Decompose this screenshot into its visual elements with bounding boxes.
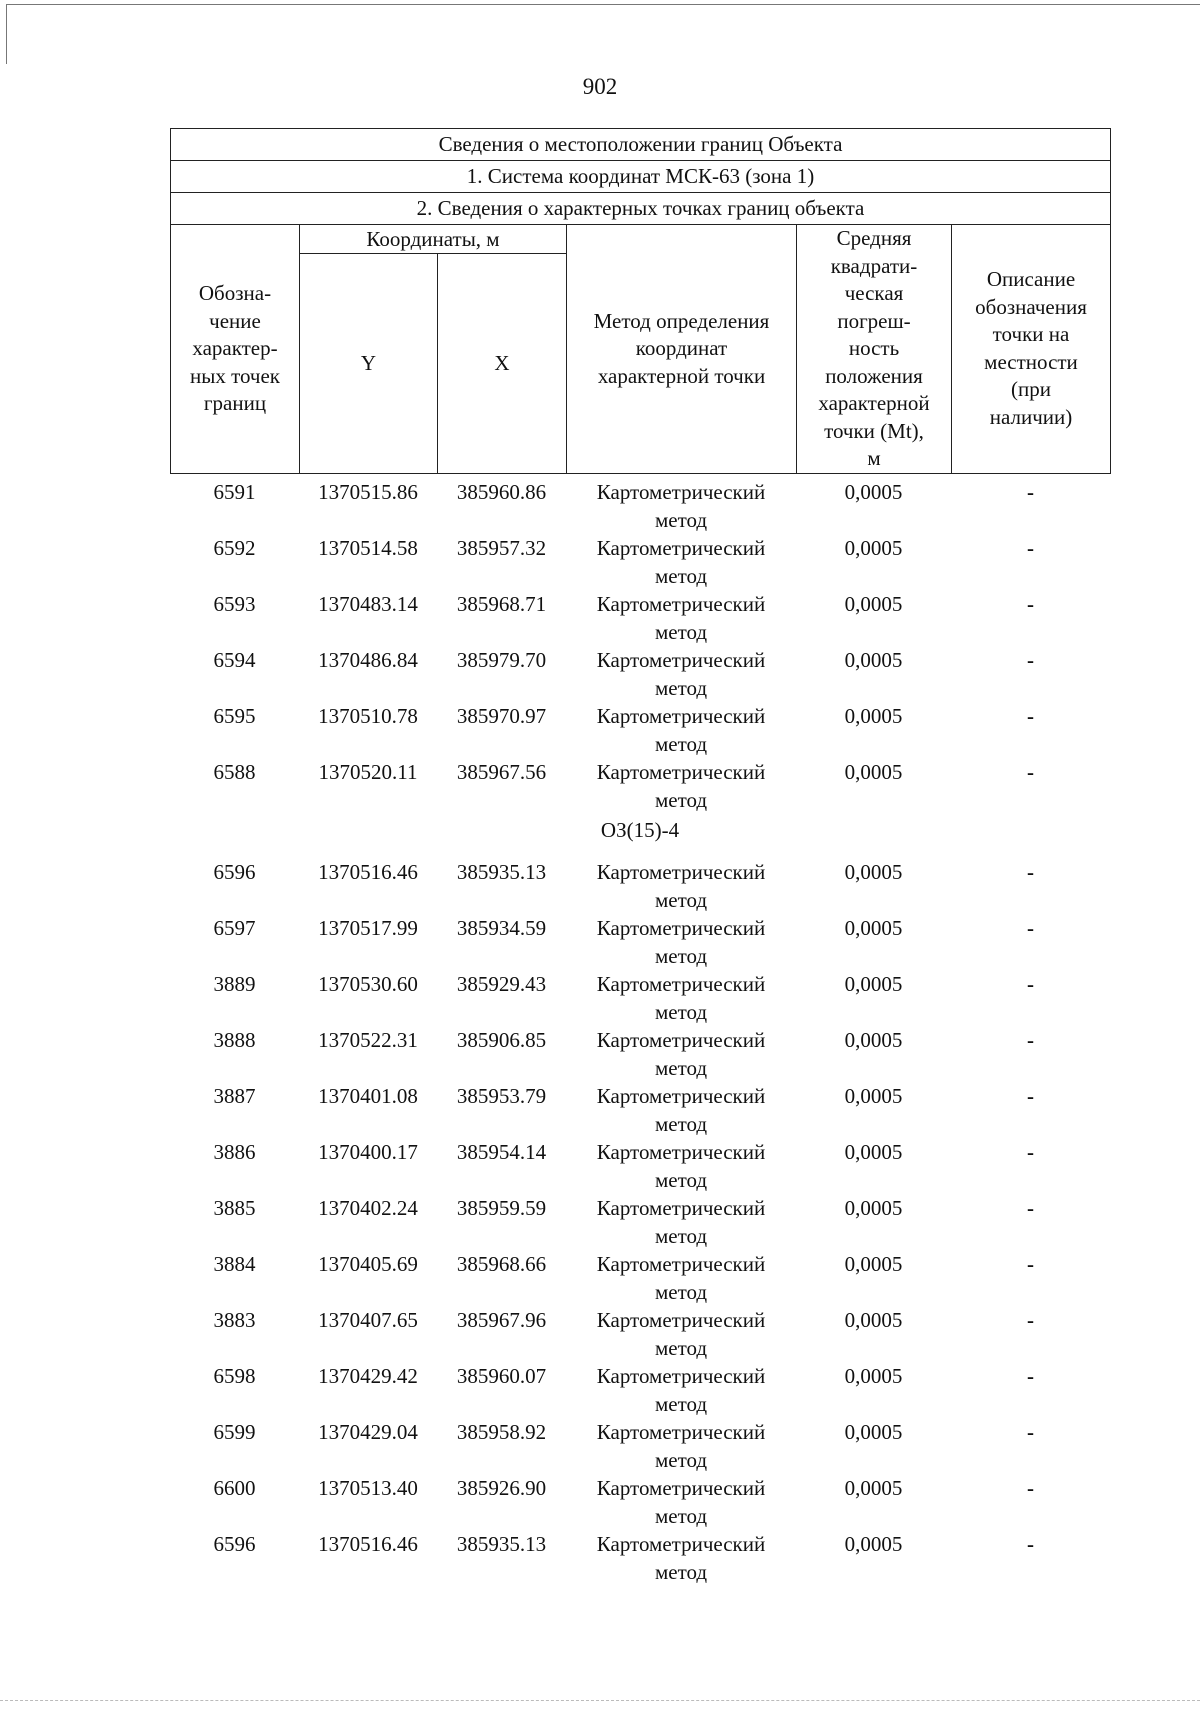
point-cell: 3889 (213, 972, 256, 996)
accuracy-cell: 0,0005 (844, 1252, 903, 1276)
table-row (170, 914, 1110, 970)
accuracy-cell: 0,0005 (844, 1140, 903, 1164)
description-cell: - (1027, 1140, 1034, 1164)
method-cell: Картометрический метод (596, 1140, 766, 1192)
col-header-method: Метод определения координат характерной точки (567, 225, 797, 474)
point-cell: 6598 (213, 1364, 256, 1388)
method-cell: Картометрический метод (596, 760, 766, 812)
method-cell: Картометрический метод (596, 916, 766, 968)
table-row (170, 1082, 1110, 1138)
col-header-description: Описание обозначения точки на местности (при наличии) (952, 225, 1111, 474)
x-coordinate-cell: 385960.07 (456, 1364, 547, 1388)
accuracy-cell: 0,0005 (844, 1196, 903, 1220)
accuracy-cell: 0,0005 (844, 1532, 903, 1556)
point-cell: 6600 (213, 1476, 256, 1500)
accuracy-cell: 0,0005 (844, 916, 903, 940)
page-number: 902 (582, 74, 618, 99)
accuracy-cell: 0,0005 (844, 760, 903, 784)
header-table (170, 128, 1111, 474)
y-coordinate-cell: 1370517.99 (318, 916, 418, 940)
point-cell: 6599 (213, 1420, 256, 1444)
scan-edge-bottom (0, 1700, 1200, 1701)
y-coordinate-cell: 1370515.86 (318, 480, 418, 504)
col-header-accuracy: Средняя квадрати- ческая погреш- ность положения характерной точки (Mt), м (797, 225, 952, 474)
description-cell: - (1027, 592, 1034, 616)
description-cell: - (1027, 1364, 1034, 1388)
x-coordinate-cell: 385960.86 (456, 480, 547, 504)
table-row (170, 1530, 1110, 1586)
y-coordinate-cell: 1370516.46 (318, 1532, 418, 1556)
table-row (170, 1250, 1110, 1306)
description-cell: - (1027, 972, 1034, 996)
x-coordinate-cell: 385968.66 (456, 1252, 547, 1276)
table-row (170, 758, 1110, 814)
y-coordinate-cell: 1370522.31 (318, 1028, 418, 1052)
point-cell: 6597 (213, 916, 256, 940)
point-cell: 3883 (213, 1308, 256, 1332)
method-cell: Картометрический метод (596, 536, 766, 588)
table-title: Сведения о местоположении границ Объекта (171, 129, 1111, 161)
y-coordinate-cell: 1370486.84 (318, 648, 418, 672)
x-coordinate-cell: 385967.96 (456, 1308, 547, 1332)
point-cell: 6596 (213, 860, 256, 884)
x-coordinate-cell: 385957.32 (456, 536, 547, 560)
col-header-x: X (438, 254, 567, 473)
description-cell: - (1027, 860, 1034, 884)
y-coordinate-cell: 1370514.58 (318, 536, 418, 560)
method-cell: Картометрический метод (596, 1476, 766, 1528)
x-coordinate-cell: 385979.70 (456, 648, 547, 672)
accuracy-cell: 0,0005 (844, 1028, 903, 1052)
x-coordinate-cell: 385953.79 (456, 1084, 547, 1108)
point-cell: 3887 (213, 1084, 256, 1108)
description-cell: - (1027, 480, 1034, 504)
point-cell: 6595 (213, 704, 256, 728)
x-coordinate-cell: 385926.90 (456, 1476, 547, 1500)
point-cell: 6588 (213, 760, 256, 784)
y-coordinate-cell: 1370520.11 (318, 760, 418, 784)
y-coordinate-cell: 1370405.69 (318, 1252, 418, 1276)
y-coordinate-cell: 1370530.60 (318, 972, 418, 996)
x-coordinate-cell: 385959.59 (456, 1196, 547, 1220)
coord-system-row (171, 161, 1111, 193)
column-header-row-1 (171, 225, 1111, 254)
table-row (170, 646, 1110, 702)
accuracy-cell: 0,0005 (844, 536, 903, 560)
table-row (170, 1306, 1110, 1362)
description-cell: - (1027, 1308, 1034, 1332)
x-coordinate-cell: 385906.85 (456, 1028, 547, 1052)
y-coordinate-cell: 1370400.17 (318, 1140, 418, 1164)
method-cell: Картометрический метод (596, 1252, 766, 1304)
x-coordinate-cell: 385954.14 (456, 1140, 547, 1164)
table-row (170, 702, 1110, 758)
method-cell: Картометрический метод (596, 1532, 766, 1584)
y-coordinate-cell: 1370407.65 (318, 1308, 418, 1332)
point-cell: 3884 (213, 1252, 256, 1276)
accuracy-cell: 0,0005 (844, 648, 903, 672)
point-cell: 6596 (213, 1532, 256, 1556)
accuracy-cell: 0,0005 (844, 1308, 903, 1332)
point-cell: 6592 (213, 536, 256, 560)
x-coordinate-cell: 385958.92 (456, 1420, 547, 1444)
accuracy-cell: 0,0005 (844, 480, 903, 504)
y-coordinate-cell: 1370483.14 (318, 592, 418, 616)
description-cell: - (1027, 1532, 1034, 1556)
col-header-coords: Координаты, м (300, 225, 567, 254)
section-title-row (171, 193, 1111, 225)
scan-edge-left (6, 4, 7, 64)
method-cell: Картометрический метод (596, 648, 766, 700)
method-cell: Картометрический метод (596, 1420, 766, 1472)
method-cell: Картометрический метод (596, 1084, 766, 1136)
method-cell: Картометрический метод (596, 1028, 766, 1080)
table-row (170, 858, 1110, 914)
y-coordinate-cell: 1370510.78 (318, 704, 418, 728)
method-cell: Картометрический метод (596, 704, 766, 756)
accuracy-cell: 0,0005 (844, 704, 903, 728)
points-group-2 (170, 858, 1110, 1586)
x-coordinate-cell: 385968.71 (456, 592, 547, 616)
table-row (170, 1026, 1110, 1082)
table-row (170, 1138, 1110, 1194)
scan-edge-top (6, 4, 1200, 5)
x-coordinate-cell: 385970.97 (456, 704, 547, 728)
point-cell: 6591 (213, 480, 256, 504)
table-row (170, 1362, 1110, 1418)
point-cell: 3886 (213, 1140, 256, 1164)
method-cell: Картометрический метод (596, 1364, 766, 1416)
y-coordinate-cell: 1370429.04 (318, 1420, 418, 1444)
y-coordinate-cell: 1370513.40 (318, 1476, 418, 1500)
table-row (170, 1418, 1110, 1474)
x-coordinate-cell: 385934.59 (456, 916, 547, 940)
point-cell: 6594 (213, 648, 256, 672)
section-label: ОЗ(15)-4 (600, 818, 680, 842)
description-cell: - (1027, 1420, 1034, 1444)
table-row (170, 534, 1110, 590)
method-cell: Картометрический метод (596, 860, 766, 912)
method-cell: Картометрический метод (596, 972, 766, 1024)
col-header-point: Обозна- чение характер- ных точек границ (171, 225, 300, 474)
y-coordinate-cell: 1370402.24 (318, 1196, 418, 1220)
table-row (170, 590, 1110, 646)
method-cell: Картометрический метод (596, 1196, 766, 1248)
accuracy-cell: 0,0005 (844, 972, 903, 996)
point-cell: 3888 (213, 1028, 256, 1052)
description-cell: - (1027, 916, 1034, 940)
col-header-y: Y (300, 254, 438, 473)
description-cell: - (1027, 1252, 1034, 1276)
title-row (171, 129, 1111, 161)
description-cell: - (1027, 648, 1034, 672)
table-row (170, 970, 1110, 1026)
accuracy-cell: 0,0005 (844, 860, 903, 884)
table-row (170, 1474, 1110, 1530)
accuracy-cell: 0,0005 (844, 1420, 903, 1444)
description-cell: - (1027, 1196, 1034, 1220)
method-cell: Картометрический метод (596, 1308, 766, 1360)
point-cell: 3885 (213, 1196, 256, 1220)
x-coordinate-cell: 385935.13 (456, 860, 547, 884)
accuracy-cell: 0,0005 (844, 1084, 903, 1108)
accuracy-cell: 0,0005 (844, 592, 903, 616)
accuracy-cell: 0,0005 (844, 1364, 903, 1388)
y-coordinate-cell: 1370401.08 (318, 1084, 418, 1108)
x-coordinate-cell: 385929.43 (456, 972, 547, 996)
description-cell: - (1027, 1084, 1034, 1108)
description-cell: - (1027, 760, 1034, 784)
description-cell: - (1027, 536, 1034, 560)
points-group-1 (170, 478, 1110, 814)
section-title: 2. Сведения о характерных точках границ объекта (171, 193, 1111, 225)
table-row (170, 478, 1110, 534)
x-coordinate-cell: 385967.56 (456, 760, 547, 784)
y-coordinate-cell: 1370516.46 (318, 860, 418, 884)
description-cell: - (1027, 1476, 1034, 1500)
section-label-row (170, 814, 1110, 858)
description-cell: - (1027, 1028, 1034, 1052)
method-cell: Картометрический метод (596, 480, 766, 532)
method-cell: Картометрический метод (596, 592, 766, 644)
accuracy-cell: 0,0005 (844, 1476, 903, 1500)
coord-system-title: 1. Система координат МСК-63 (зона 1) (171, 161, 1111, 193)
table-row (170, 1194, 1110, 1250)
section-label-body (170, 814, 1110, 858)
description-cell: - (1027, 704, 1034, 728)
points-table (170, 478, 1110, 1586)
x-coordinate-cell: 385935.13 (456, 1532, 547, 1556)
point-cell: 6593 (213, 592, 256, 616)
y-coordinate-cell: 1370429.42 (318, 1364, 418, 1388)
